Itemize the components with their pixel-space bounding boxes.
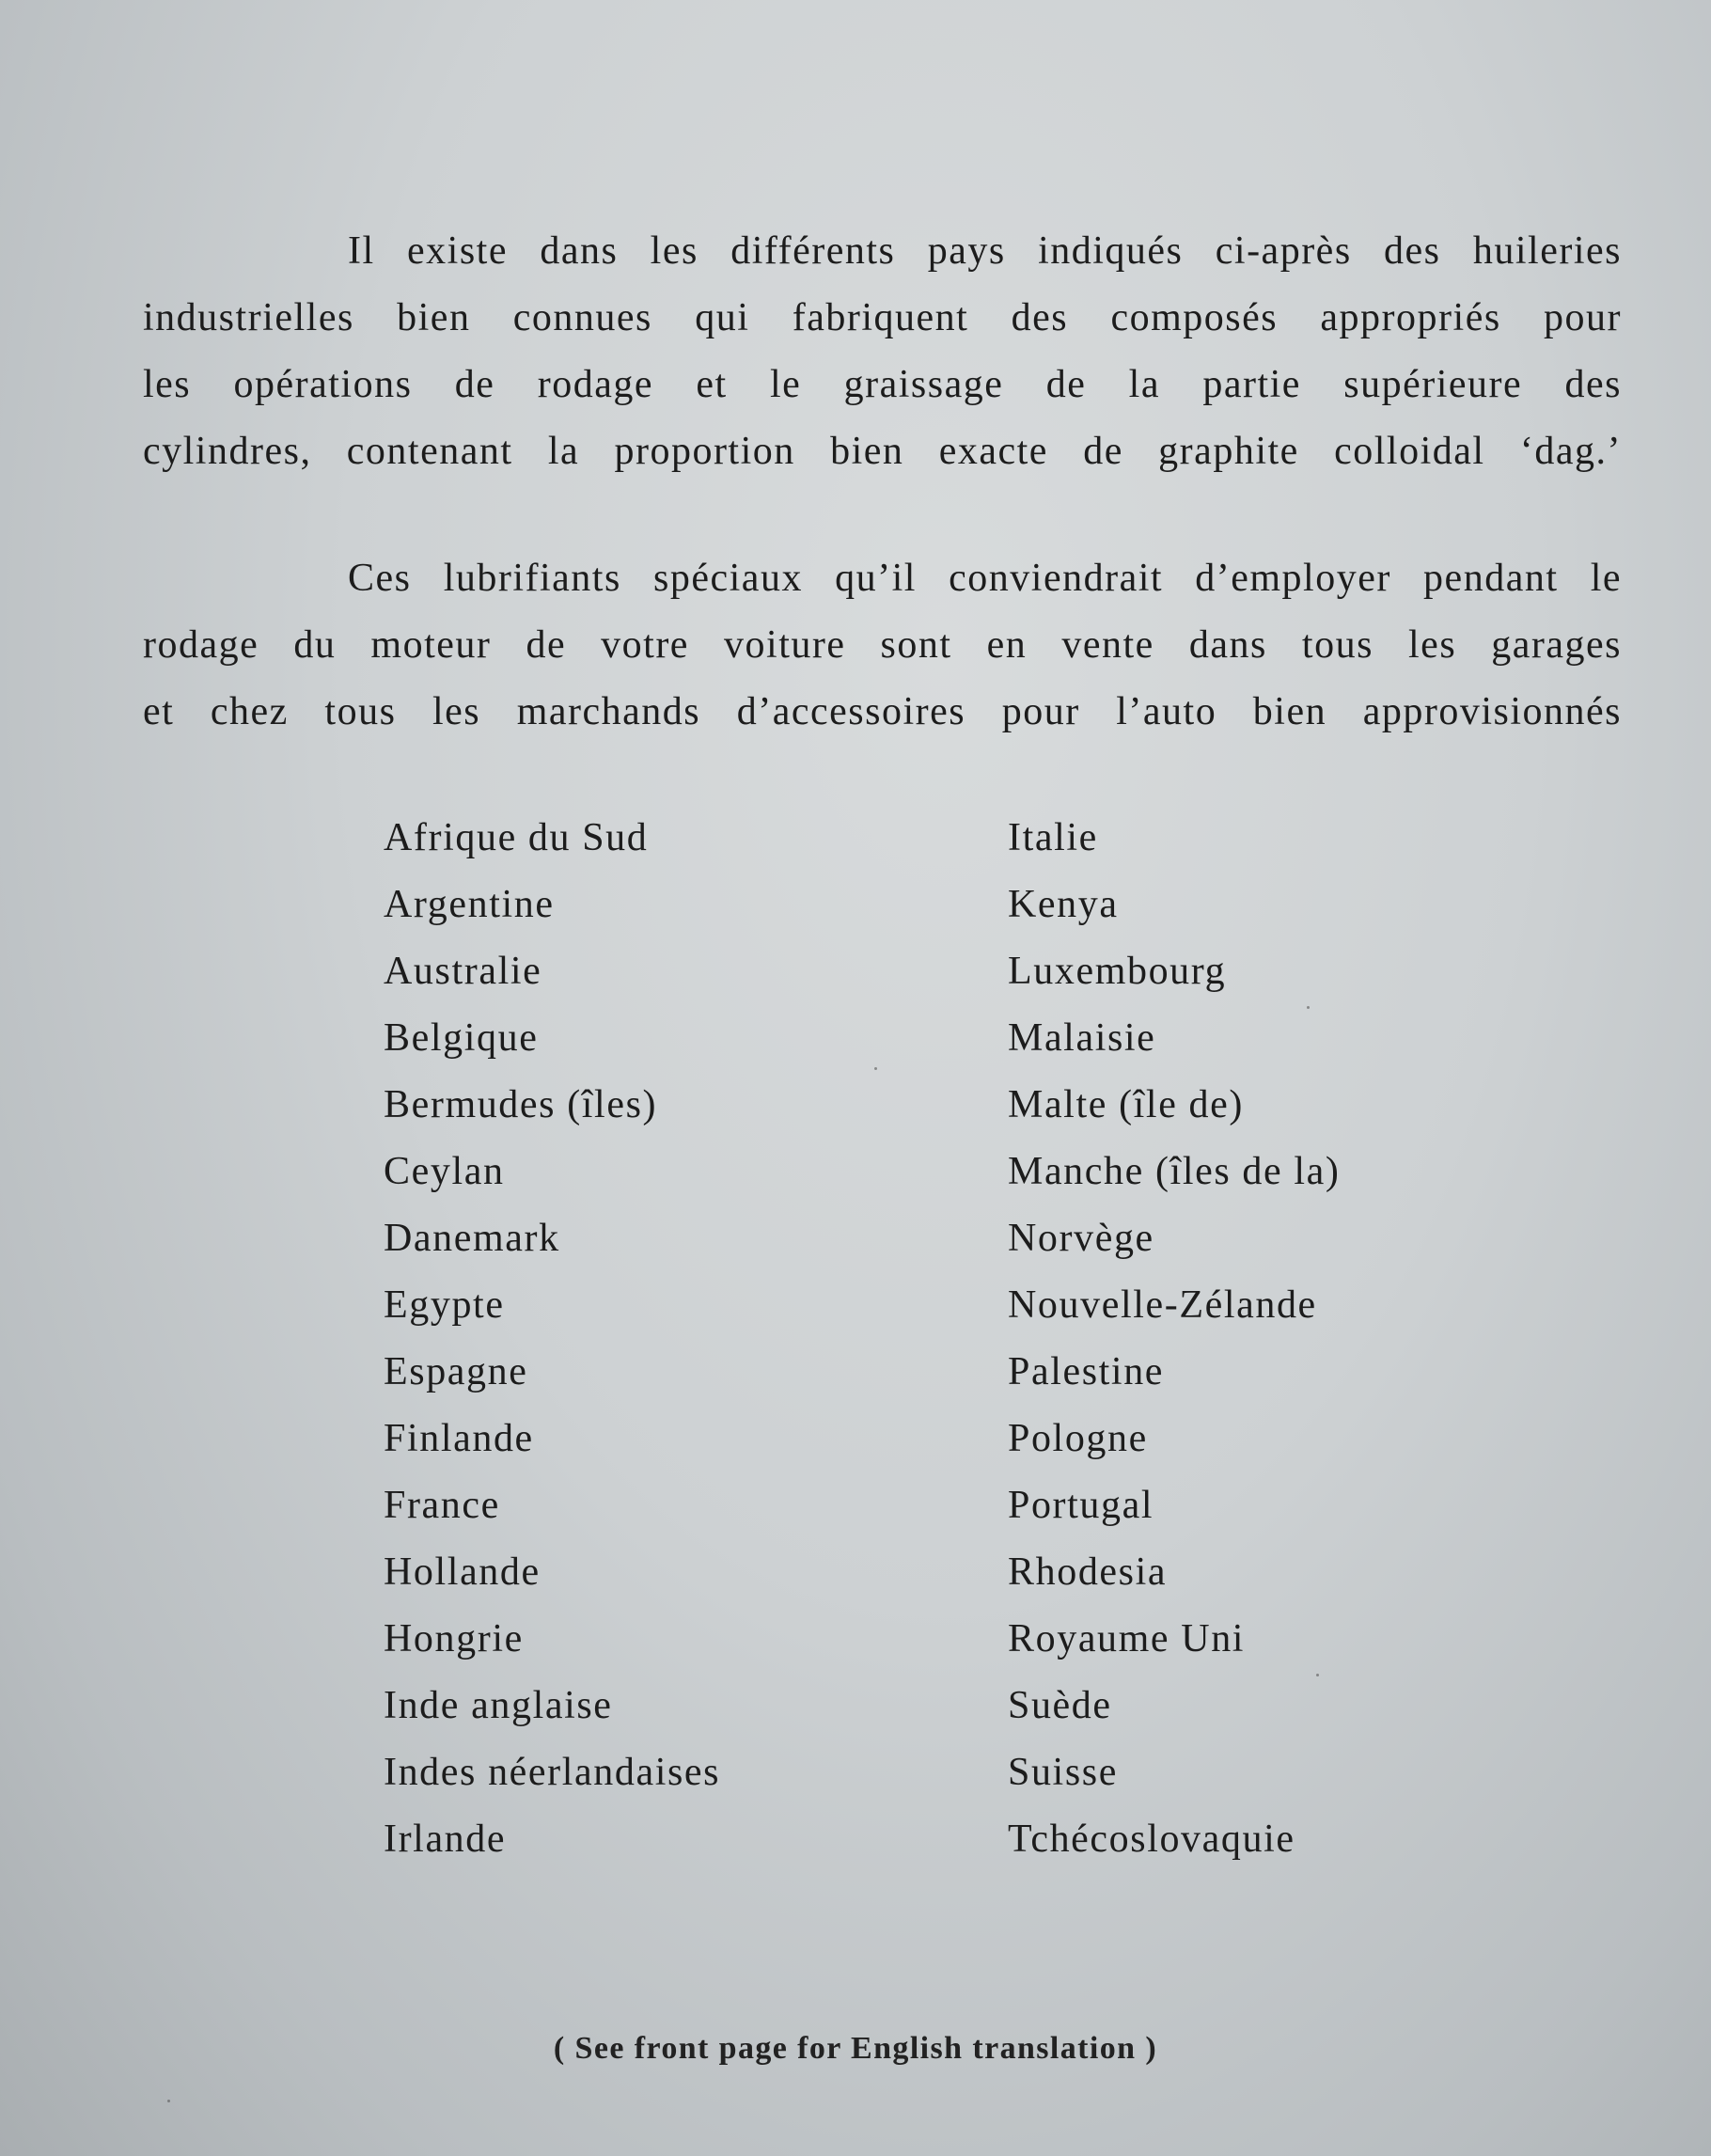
country-item: Nouvelle-Zélande xyxy=(1008,1283,1317,1327)
country-item: Palestine xyxy=(1008,1350,1165,1393)
country-item: Egypte xyxy=(384,1283,505,1327)
country-item: Australie xyxy=(384,950,542,993)
country-item: Espagne xyxy=(384,1350,528,1393)
paper-speck xyxy=(167,2100,170,2102)
country-item: Ceylan xyxy=(384,1150,505,1193)
country-item: Indes néerlandaises xyxy=(384,1751,721,1794)
country-item: Irlande xyxy=(384,1818,507,1861)
country-item: Hongrie xyxy=(384,1617,524,1660)
translation-note: ( See front page for English translation ) xyxy=(553,2031,1158,2066)
country-item: Suède xyxy=(1008,1684,1112,1727)
country-item: Royaume Uni xyxy=(1008,1617,1246,1660)
intro-paragraph xyxy=(143,218,1622,485)
intro-line: Il existe dans les différents pays indiqués ci-après des huileries xyxy=(348,229,1622,273)
paper-speck xyxy=(874,1067,877,1070)
country-item: Afrique du Sud xyxy=(384,816,649,859)
country-item: Luxembourg xyxy=(1008,950,1227,993)
country-item: Suisse xyxy=(1008,1751,1118,1794)
country-item: Malte (île de) xyxy=(1008,1083,1244,1126)
country-item: Bermudes (îles) xyxy=(384,1083,658,1126)
paper-speck xyxy=(1316,1674,1319,1676)
country-item: Belgique xyxy=(384,1016,539,1060)
country-item: Kenya xyxy=(1008,883,1119,926)
country-item: Finlande xyxy=(384,1417,534,1460)
country-item: France xyxy=(384,1484,500,1527)
intro-line: cylindres, contenant la proportion bien exacte de graphite colloidal ‘dag.’ xyxy=(143,430,1622,473)
country-item: Norvège xyxy=(1008,1217,1154,1260)
paper-speck xyxy=(1307,1006,1310,1009)
lubricant-line: et chez tous les marchands d’accessoires pour l’auto bien approvisionnés xyxy=(143,690,1622,733)
country-item: Manche (îles de la) xyxy=(1008,1150,1341,1193)
intro-line: les opérations de rodage et le graissage de la partie supérieure des xyxy=(143,363,1622,406)
country-item: Pologne xyxy=(1008,1417,1148,1460)
country-item: Danemark xyxy=(384,1217,560,1260)
country-column-left xyxy=(384,805,720,1873)
country-item: Malaisie xyxy=(1008,1016,1156,1060)
country-item: Rhodesia xyxy=(1008,1550,1168,1594)
lubricant-line: Ces lubrifiants spéciaux qu’il conviendrait d’employer pendant le xyxy=(348,557,1622,600)
country-item: Tchécoslovaquie xyxy=(1008,1818,1295,1861)
intro-line: industrielles bien connues qui fabriquent des composés appropriés pour xyxy=(143,296,1622,339)
lubricant-paragraph xyxy=(143,545,1622,746)
country-item: Inde anglaise xyxy=(384,1684,613,1727)
country-item: Argentine xyxy=(384,883,555,926)
lubricant-line: rodage du moteur de votre voiture sont en vente dans tous les garages xyxy=(143,623,1622,667)
country-item: Italie xyxy=(1008,816,1098,859)
country-column-right xyxy=(1008,805,1340,1873)
country-item: Hollande xyxy=(384,1550,541,1594)
country-item: Portugal xyxy=(1008,1484,1154,1527)
